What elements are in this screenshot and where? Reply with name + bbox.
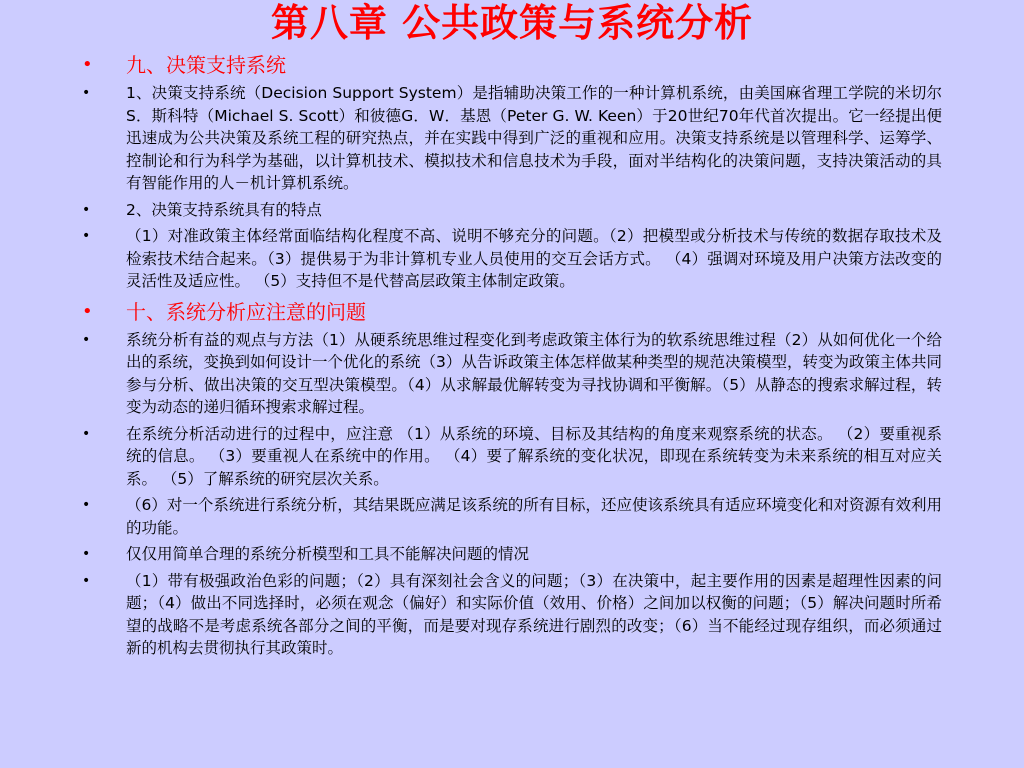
section-heading-9 — [82, 50, 942, 80]
bullet-dss-features — [82, 225, 942, 293]
bullet-text: 1、决策支持系统（Decision Support System）是指辅助决策工作的一种计算机系统，由美国麻省理工学院的米切尔S．斯科特（Michael S. Scott）和彼德G．W．基恩（Peter G. W. Keen）于20世纪70年代首次提出。它一经提出便迅速成为公共决策及系统工程的研究热点，并在实践中得到广泛的重视和应用。决策支持系统是以管理科学、运筹学、控制论和行为科学为基础，以计算机技术、模拟技术和信息技术为手段，面对半结构化的决策问题，支持决策活动的具有智能作用的人－机计算机系统。 — [126, 84, 942, 192]
bullet-text: （6）对一个系统进行系统分析，其结果既应满足该系统的所有目标，还应使该系统具有适应环境变化和对资源有效利用的功能。 — [126, 496, 942, 537]
bullet-dss-definition — [82, 82, 942, 195]
bullet-limits — [82, 570, 942, 660]
section-heading-10 — [82, 297, 942, 327]
bullet-text: （1）带有极强政治色彩的问题；（2）具有深刻社会含义的问题；（3）在决策中，起主要作用的因素是超理性因素的问题；（4）做出不同选择时，必须在观念（偏好）和实际价值（效用、价格）之间加以权衡的问题；（5）解决问题时所希望的战略不是考虑系统各部分之间的平衡，而是要对现存系统进行剧烈的改变；（6）当不能经过现存组织，而必须通过新的机构去贯彻执行其政策时。 — [126, 571, 942, 657]
bullet-text: （1）对准政策主体经常面临结构化程度不高、说明不够充分的问题。（2）把模型或分析技术与传统的数据存取技术及检索技术结合起来。（3）提供易于为非计算机专业人员使用的交互会话方式。 （4）强调对环境及用户决策方法改变的灵活性及适应性。 （5）支持但不是代替高层政策主体制定政策。 — [126, 227, 942, 290]
bullet-attention-point-6 — [82, 494, 942, 539]
bullet-text: 仅仅用简单合理的系统分析模型和工具不能解决问题的情况 — [126, 545, 530, 563]
bullet-text: 九、决策支持系统 — [126, 53, 286, 77]
bullet-dot-icon: • — [82, 54, 93, 75]
bullet-text: 在系统分析活动进行的过程中，应注意 （1）从系统的环境、目标及其结构的角度来观察系统的状态。 （2）要重视系统的信息。 （3）要重视人在系统中的作用。 （4）要了解系统的变化状况，即现在系统转变为未来系统的相互对应关系。 （5）了解系统的研究层次关系。 — [126, 424, 942, 488]
bullet-text: 十、系统分析应注意的问题 — [126, 299, 366, 324]
bullet-text: 系统分析有益的观点与方法（1）从硬系统思维过程变化到考虑政策主体行为的软系统思维过程（2）从如何优化一个给出的系统，变换到如何设计一个优化的系统（3）从告诉政策主体怎样做某种类型的规范决策模型，转变为政策主体共同参与分析、做出决策的交互型决策模型。（4）从求解最优解转变为寻找协调和平衡解。（5）从静态的搜索求解过程，转变为动态的递归循环搜索求解过程。 — [126, 330, 942, 416]
bullet-dot-icon: • — [82, 572, 91, 589]
bullet-dot-icon: • — [82, 85, 91, 101]
bullet-dot-icon: • — [82, 546, 91, 562]
slide-title: 第八章 公共政策与系统分析 — [270, 0, 754, 45]
bullet-dot-icon: • — [82, 425, 91, 442]
bullet-dot-icon: • — [82, 497, 91, 513]
bullet-dot-icon: • — [82, 331, 91, 348]
bullet-dot-icon: • — [82, 228, 91, 244]
bullet-text: 2、决策支持系统具有的特点 — [126, 200, 322, 219]
bullet-dot-icon: • — [82, 201, 91, 218]
bullet-attention-points — [82, 423, 942, 491]
bullet-list — [82, 50, 942, 664]
bullet-limits-title — [82, 543, 942, 566]
bullet-dss-features-title — [82, 199, 942, 222]
bullet-dot-icon: • — [82, 300, 93, 322]
bullet-useful-views — [82, 329, 942, 419]
